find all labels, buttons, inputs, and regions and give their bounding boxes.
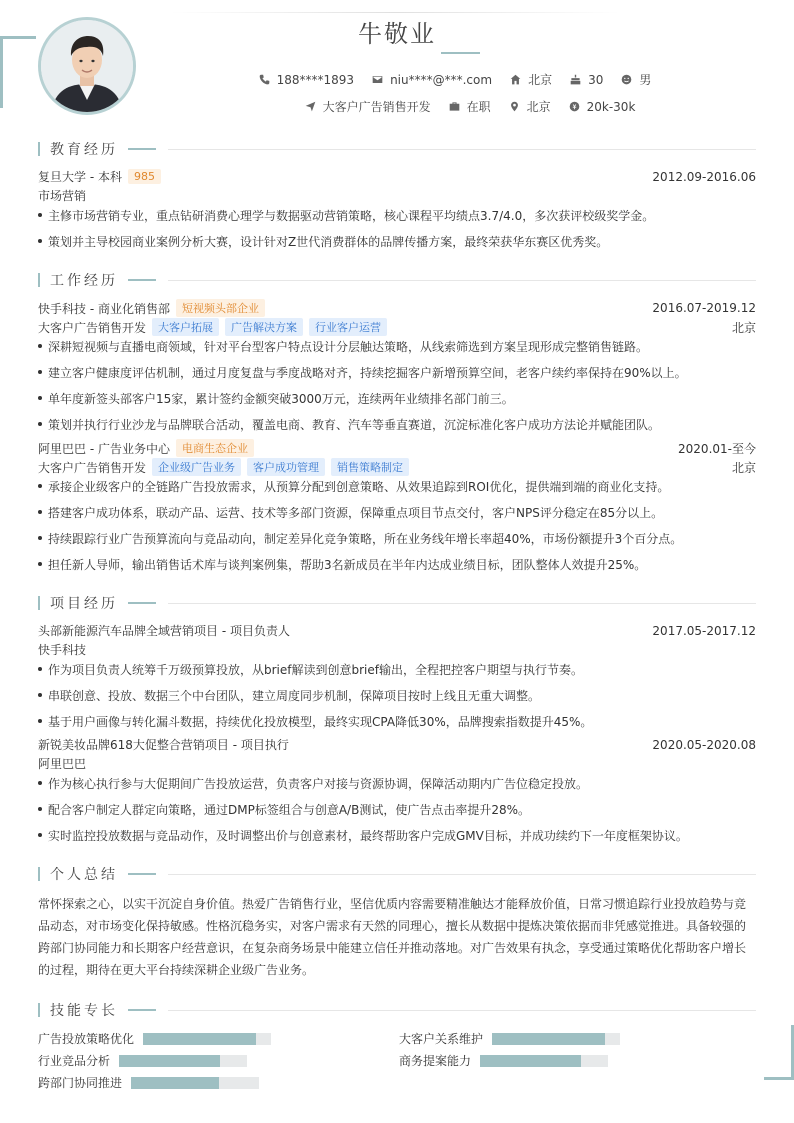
briefcase-icon	[449, 101, 460, 112]
cake-icon	[570, 74, 581, 85]
project-bullet: 实时监控投放数据与竞品动作，及时调整出价与创意素材，最终帮助客户完成GMV目标，并成功续约下一年度框架协议。	[38, 827, 756, 844]
status-text: 在职	[466, 100, 491, 114]
work-skill-tag: 行业客户运营	[309, 318, 387, 336]
skill-name: 跨部门协同推进	[38, 1076, 123, 1090]
skill-name: 行业竞品分析	[38, 1054, 111, 1068]
skill-bar-track	[131, 1077, 259, 1089]
skill-item	[38, 1052, 247, 1069]
skill-item	[399, 1052, 608, 1069]
education-header	[38, 168, 756, 185]
work-city: 北京	[731, 460, 756, 475]
work-bullet: 搭建客户成功体系，联动产品、运营、技术等多部门资源，保障重点项目节点交付，客户NPS评分稳定在85分以上。	[38, 504, 756, 521]
section-summary-title: 个人总结	[50, 867, 118, 883]
education-period: 2012.09-2016.06	[652, 169, 756, 184]
education-tag: 985	[128, 169, 161, 184]
phone-text: 188****1893	[276, 72, 355, 87]
summary-line: 常怀探索之心，以实干沉淀自身价值。热爱广告销售行业，坚信优质内容需要精准触达才能释放价值，日常习惯追踪行业投放趋势与竞	[38, 897, 747, 911]
work-role-row	[38, 458, 756, 476]
work-skill-tag: 广告解决方案	[225, 318, 303, 336]
section-education	[38, 141, 756, 157]
skill-bar-fill	[131, 1077, 219, 1089]
work-header	[38, 299, 756, 317]
project-header	[38, 622, 756, 639]
salary-item	[569, 100, 636, 114]
section-skills	[38, 1002, 756, 1018]
work-period: 2020.01-至今	[678, 441, 756, 456]
city-item	[510, 71, 552, 88]
work-header	[38, 439, 756, 457]
gender-item	[621, 71, 651, 88]
target-role-item	[305, 98, 431, 115]
skill-bar-track	[143, 1033, 271, 1045]
summary-text	[38, 893, 756, 981]
email-item	[372, 73, 492, 87]
work-company: 快手科技 - 商业化销售部	[38, 301, 170, 316]
work-company-tag: 短视频头部企业	[176, 299, 265, 317]
skill-name: 大客户关系维护	[399, 1032, 484, 1046]
project-org: 快手科技	[38, 643, 87, 657]
section-skills-title: 技能专长	[50, 1003, 118, 1019]
status-item	[449, 98, 491, 115]
work-company-tag: 电商生态企业	[176, 439, 254, 457]
skill-bar-track	[480, 1055, 608, 1067]
summary-line: 品动态，对市场变化保持敏感。性格沉稳务实，对客户需求有天然的同理心，擅长从数据中提炼决策依据而非凭感觉推进。具备较强的	[38, 919, 747, 933]
section-education-title: 教育经历	[50, 142, 118, 158]
email-text: niu****@***.com	[390, 72, 493, 87]
work-bullet: 策划并执行行业沙龙与品牌联合活动，覆盖电商、教育、汽车等垂直赛道，沉淀标准化客户成功方法论并赋能团队。	[38, 416, 756, 433]
skill-name: 广告投放策略优化	[38, 1032, 135, 1046]
phone-icon	[259, 74, 270, 85]
section-projects-title: 项目经历	[50, 596, 118, 612]
coin-icon	[569, 101, 580, 112]
age-item	[570, 73, 603, 87]
summary-line: 的过程，期待在更大平台持续深耕企业级广告业务。	[38, 963, 315, 977]
skill-bar-fill	[143, 1033, 256, 1045]
contact-info-row	[115, 71, 794, 88]
corner-decoration-bottom-right	[764, 1025, 794, 1080]
work-skill-tag: 客户成功管理	[247, 458, 325, 476]
header-top-line	[170, 12, 620, 13]
skill-bar-fill	[119, 1055, 220, 1067]
work-skill-tag: 企业级广告业务	[152, 458, 241, 476]
project-title: 新锐美妆品牌618大促整合营销项目 - 项目执行	[38, 738, 289, 752]
education-bullet: 策划并主导校园商业案例分析大赛，设计针对Z世代消费群体的品牌传播方案，最终荣获华东赛区优秀奖。	[38, 233, 756, 250]
summary-line: 跨部门协同能力和长期客户经营意识，在复杂商务场景中能建立信任并推动落地。对广告效果有执念，享受通过策略优化帮助客户增长	[38, 941, 747, 955]
project-bullet: 串联创意、投放、数据三个中台团队，建立周度同步机制，保障项目按时上线且无重大调整。	[38, 687, 756, 704]
project-period: 2017.05-2017.12	[652, 623, 756, 638]
skill-bar-track	[119, 1055, 247, 1067]
work-role: 大客户广告销售开发	[38, 320, 147, 335]
salary-text: 20k-30k	[586, 99, 636, 114]
work-skill-tag: 销售策略制定	[331, 458, 409, 476]
project-bullet: 配合客户制定人群定向策略，通过DMP标签组合与创意A/B测试，使广告点击率提升28%。	[38, 801, 756, 818]
work-bullet: 深耕短视频与直播电商领域，针对平台型客户特点设计分层触达策略，从线索筛选到方案呈现形成完整销售链路。	[38, 338, 756, 355]
skill-item	[38, 1074, 259, 1091]
location-pin-icon	[509, 101, 520, 112]
gender-text: 男	[639, 73, 652, 87]
send-icon	[305, 101, 316, 112]
city-text: 北京	[528, 73, 553, 87]
name-underline	[441, 52, 480, 54]
skill-name: 商务提案能力	[399, 1054, 472, 1068]
skill-bar-track	[492, 1033, 620, 1045]
face-icon	[621, 74, 632, 85]
target-city-text: 北京	[526, 100, 551, 114]
section-work-title: 工作经历	[50, 273, 118, 289]
work-bullet: 担任新人导师，输出销售话术库与谈判案例集，帮助3名新成员在半年内达成业绩目标，团队整体人效提升25%。	[38, 556, 756, 573]
section-summary	[38, 866, 756, 882]
skill-item	[399, 1030, 620, 1047]
project-period: 2020.05-2020.08	[652, 737, 756, 752]
work-bullet: 单年度新签头部客户15家，累计签约金额突破3000万元，连续两年业绩排名部门前三。	[38, 390, 756, 407]
education-major: 市场营销	[38, 189, 87, 203]
project-header	[38, 736, 756, 753]
section-work	[38, 272, 756, 288]
project-bullet: 作为项目负责人统筹千万级预算投放，从brief解读到创意brief输出，全程把控客户期望与执行节奏。	[38, 661, 756, 678]
target-city-item	[509, 98, 551, 115]
work-bullet: 持续跟踪行业广告预算流向与竞品动向，制定差异化竞争策略，所在业务线年增长率超40%，市场份额提升3个百分点。	[38, 530, 756, 547]
education-school: 复旦大学 - 本科	[38, 170, 122, 184]
project-bullet: 基于用户画像与转化漏斗数据，持续优化投放模型，最终实现CPA降低30%，品牌搜索指数提升45%。	[38, 713, 756, 730]
work-period: 2016.07-2019.12	[652, 301, 756, 315]
mail-icon	[372, 74, 383, 85]
job-intent-row	[130, 98, 794, 115]
work-role-row	[38, 318, 756, 336]
home-icon	[510, 74, 521, 85]
candidate-name: 牛敬业	[358, 20, 436, 48]
skill-bar-fill	[480, 1055, 581, 1067]
age-text: 30	[588, 72, 604, 87]
project-org: 阿里巴巴	[38, 757, 87, 771]
skill-item	[38, 1030, 271, 1047]
work-skill-tag: 大客户拓展	[152, 318, 219, 336]
section-projects	[38, 595, 756, 611]
project-title: 头部新能源汽车品牌全域营销项目 - 项目负责人	[38, 624, 290, 638]
work-bullet: 承接企业级客户的全链路广告投放需求，从预算分配到创意策略、从效果追踪到ROI优化，提供端到端的商业化支持。	[38, 478, 756, 495]
work-city: 北京	[731, 320, 756, 335]
project-bullet: 作为核心执行参与大促期间广告投放运营，负责客户对接与资源协调，保障活动期内广告位稳定投放。	[38, 775, 756, 792]
work-bullet: 建立客户健康度评估机制，通过月度复盘与季度战略对齐，持续挖掘客户新增预算空间，老客户续约率保持在90%以上。	[38, 364, 756, 381]
work-company: 阿里巴巴 - 广告业务中心	[38, 441, 170, 456]
skill-bar-fill	[492, 1033, 605, 1045]
work-role: 大客户广告销售开发	[38, 460, 147, 475]
education-bullet: 主修市场营销专业，重点钻研消费心理学与数据驱动营销策略，核心课程平均绩点3.7/4.0，多次获评校级奖学金。	[38, 207, 756, 224]
target-role-text: 大客户广告销售开发	[322, 100, 431, 114]
phone-item	[259, 73, 354, 87]
